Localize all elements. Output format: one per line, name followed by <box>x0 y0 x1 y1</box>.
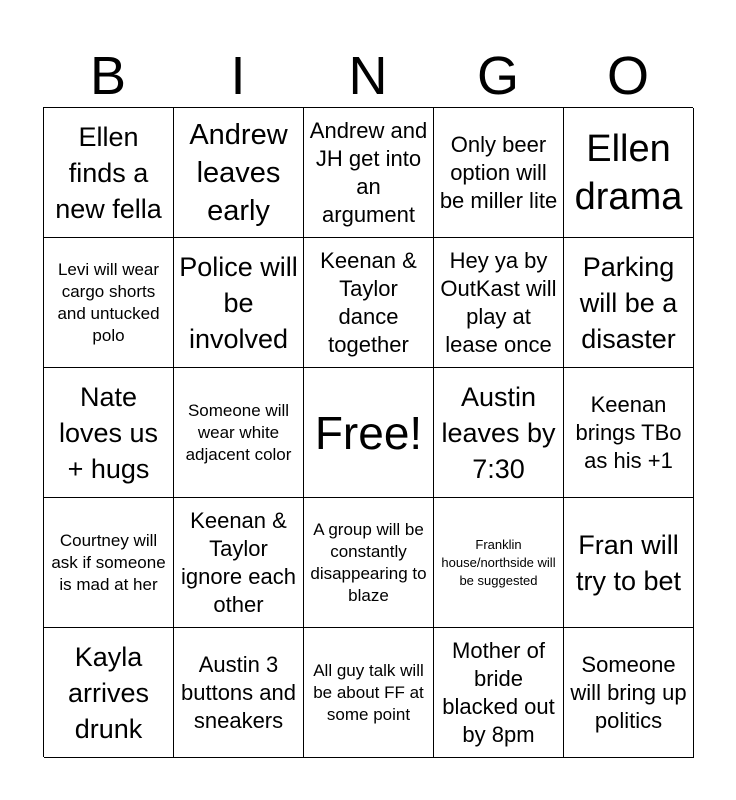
cell-text: Franklin house/northside will be suggested <box>441 536 556 588</box>
header-letter-i: I <box>230 46 246 106</box>
bingo-cell[interactable] <box>304 108 434 238</box>
bingo-cell[interactable] <box>434 498 564 628</box>
bingo-cell[interactable] <box>44 628 174 758</box>
cell-text: All guy talk will be about FF at some point <box>313 660 424 724</box>
bingo-cell[interactable] <box>44 238 174 368</box>
bingo-cell[interactable] <box>174 238 304 368</box>
cell-text: Andrew leaves early <box>189 118 288 227</box>
bingo-cell[interactable] <box>44 108 174 238</box>
cell-text: Kayla arrives drunk <box>67 641 149 744</box>
bingo-cell[interactable] <box>304 498 434 628</box>
bingo-cell[interactable] <box>174 628 304 758</box>
header-letter-o: O <box>606 46 649 106</box>
bingo-cell[interactable] <box>564 628 694 758</box>
cell-text: Someone will bring up politics <box>570 651 687 733</box>
bingo-card <box>43 107 693 757</box>
cell-text: Hey ya by OutKast will play at lease once <box>440 247 557 357</box>
bingo-cell[interactable] <box>304 238 434 368</box>
bingo-cell[interactable] <box>174 498 304 628</box>
free-cell[interactable] <box>304 368 434 498</box>
cell-text: Someone will wear white adjacent color <box>185 400 292 464</box>
bingo-cell[interactable] <box>564 368 694 498</box>
bingo-cell[interactable] <box>174 368 304 498</box>
cell-text: Keenan & Taylor ignore each other <box>181 507 296 617</box>
cell-text: Ellen finds a new fella <box>55 121 162 224</box>
bingo-cell[interactable] <box>434 628 564 758</box>
bingo-cell[interactable] <box>564 498 694 628</box>
cell-text: Keenan brings TBo as his +1 <box>575 391 682 473</box>
bingo-cell[interactable] <box>44 498 174 628</box>
bingo-cell[interactable] <box>434 238 564 368</box>
cell-text: Police will be involved <box>179 251 298 354</box>
cell-text: Nate loves us + hugs <box>58 381 159 484</box>
cell-text: Keenan & Taylor dance together <box>320 247 417 357</box>
cell-text: Only beer option will be miller lite <box>439 131 558 213</box>
bingo-cell[interactable] <box>304 628 434 758</box>
bingo-cell[interactable] <box>564 238 694 368</box>
bingo-cell[interactable] <box>564 108 694 238</box>
cell-text: Andrew and JH get into an argument <box>309 117 428 227</box>
cell-text: Parking will be a disaster <box>579 251 678 354</box>
cell-text: Mother of bride blacked out by 8pm <box>442 637 555 747</box>
cell-text: Fran will try to bet <box>575 529 682 596</box>
bingo-cell[interactable] <box>174 108 304 238</box>
bingo-cell[interactable] <box>434 108 564 238</box>
bingo-header <box>43 46 693 106</box>
bingo-cell[interactable] <box>44 368 174 498</box>
free-text: Free! <box>314 406 423 459</box>
cell-text: A group will be constantly disappearing to blaze <box>310 519 427 605</box>
cell-text: Courtney will ask if someone is mad at her <box>51 530 166 594</box>
header-letter-n: N <box>348 46 388 106</box>
cell-text: Levi will wear cargo shorts and untucked polo <box>57 259 160 345</box>
cell-text: Ellen drama <box>574 127 683 218</box>
header-letter-g: G <box>476 46 519 106</box>
cell-text: Austin leaves by 7:30 <box>441 381 556 484</box>
bingo-cell[interactable] <box>434 368 564 498</box>
cell-text: Austin 3 buttons and sneakers <box>181 651 296 733</box>
header-letter-b: B <box>89 46 127 106</box>
